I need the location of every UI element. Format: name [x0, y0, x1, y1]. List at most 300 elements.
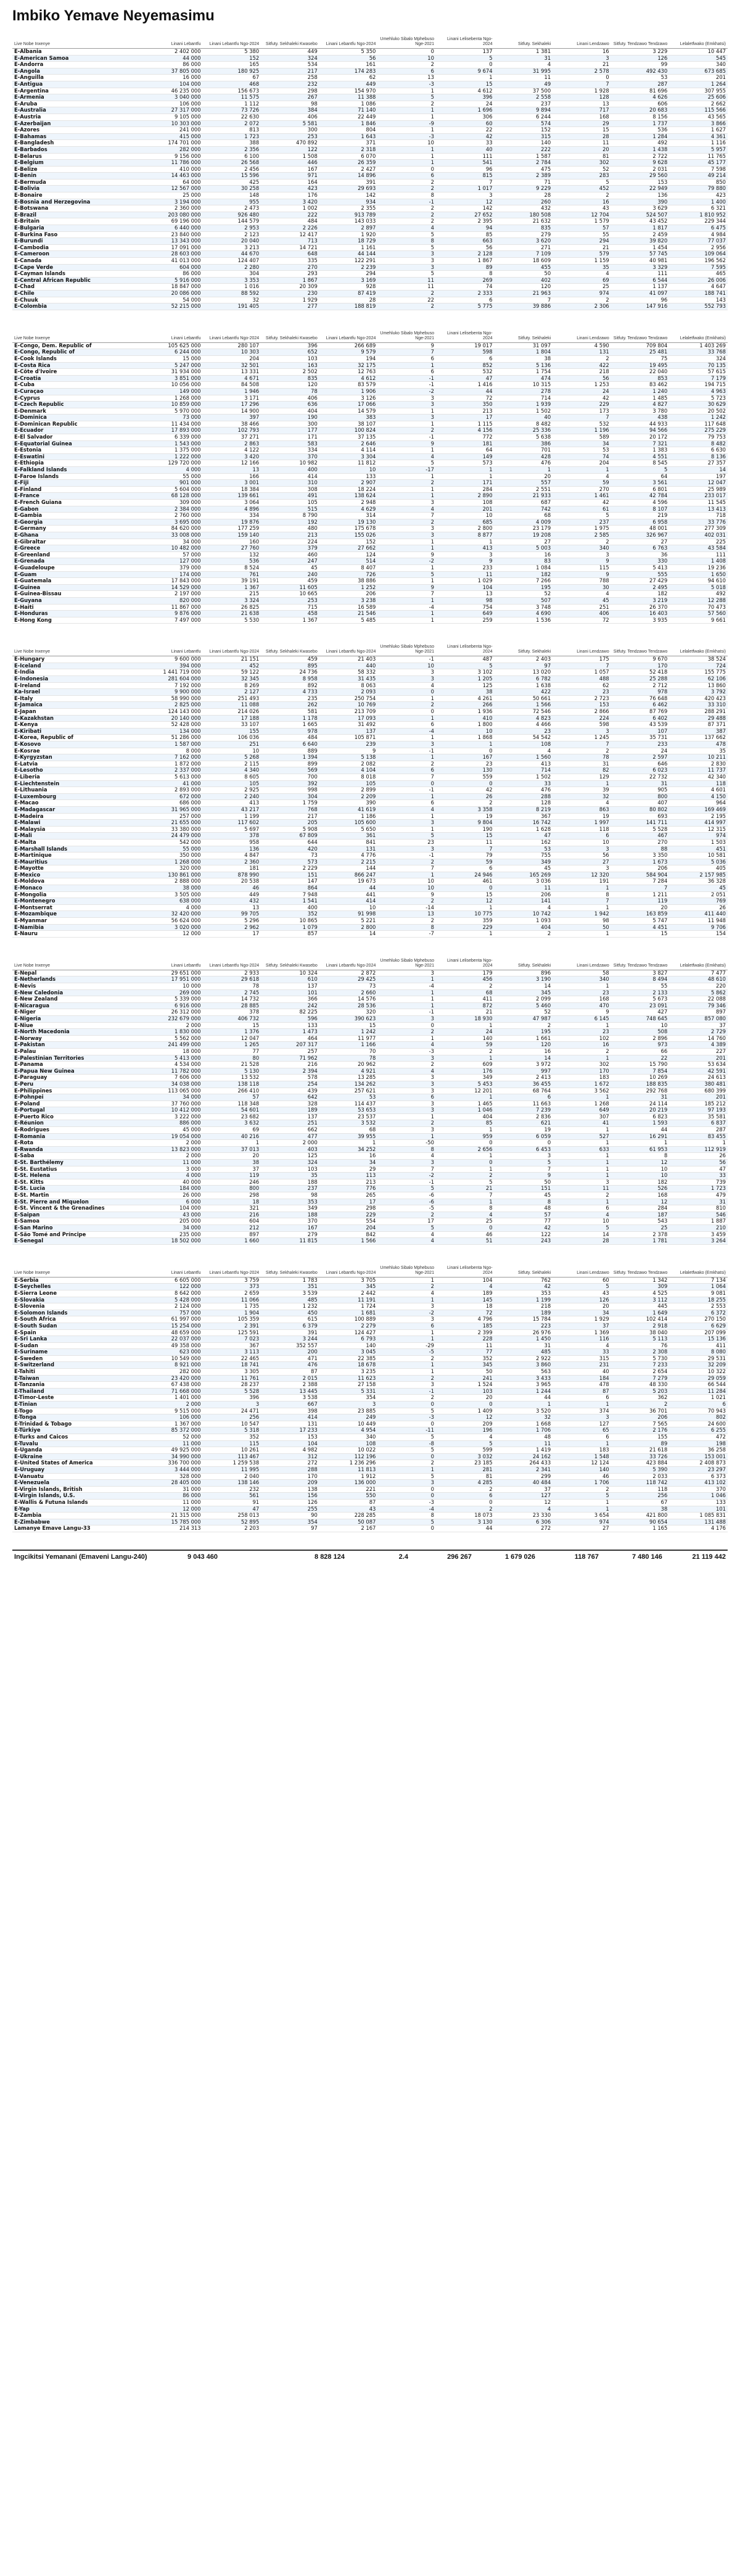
table-cell: 195 [495, 584, 553, 591]
country-name: E-Monaco [12, 885, 144, 892]
table-cell: 315 [553, 1355, 611, 1362]
table-row [12, 1284, 728, 1290]
table-cell: 25 000 [144, 192, 203, 199]
table-cell: 445 [611, 1303, 670, 1310]
table-cell: 48 610 [669, 976, 728, 983]
table-cell: 174 701 000 [144, 140, 203, 147]
table-cell: 96 [611, 297, 670, 303]
table-cell: 4 551 [611, 453, 670, 460]
table-cell: 67 [611, 1499, 670, 1506]
table-cell: 219 [611, 513, 670, 519]
table-cell: 905 [611, 787, 670, 794]
table-cell: 7 109 [495, 251, 553, 258]
table-cell: 16 589 [319, 604, 378, 611]
table-cell: 387 [669, 728, 728, 735]
table-cell: 294 [553, 238, 611, 245]
table-cell: 6 629 [669, 1323, 728, 1329]
table-cell: 1 [553, 1022, 611, 1029]
table-row [12, 290, 728, 297]
table-cell: 39 820 [611, 238, 670, 245]
table-cell: 4 954 [319, 1427, 378, 1434]
table-cell: 195 [495, 1029, 553, 1036]
table-cell: 19 017 [436, 342, 495, 349]
table-cell: 302 [553, 1062, 611, 1068]
table-cell: 3 [377, 1160, 436, 1166]
table-cell: 17 893 000 [144, 427, 203, 434]
table-cell: 1 046 [669, 1493, 728, 1500]
table-cell: 3 [377, 669, 436, 676]
table-cell: 2 [611, 1402, 670, 1408]
table-row [12, 597, 728, 604]
table-cell: 2 760 000 [144, 513, 203, 519]
table-cell: 4 451 [611, 924, 670, 931]
table-cell: 10 581 [669, 852, 728, 859]
country-name: E-Uruguay [12, 1466, 144, 1473]
table-cell: 38 [203, 1160, 261, 1166]
table-cell: 17 066 [319, 402, 378, 408]
table-cell: 4 389 [669, 1042, 728, 1049]
table-cell: 6 [553, 833, 611, 840]
table-cell: 292 768 [611, 1088, 670, 1094]
table-cell: 43 [319, 1506, 378, 1513]
table-row [12, 1369, 728, 1376]
table-cell: 201 [436, 506, 495, 513]
table-cell: 748 645 [611, 1015, 670, 1022]
table-cell: 3 [553, 728, 611, 735]
table-cell: 4 [377, 1068, 436, 1075]
table-cell: 10 [553, 839, 611, 846]
table-cell: 5 [377, 460, 436, 467]
table-cell: 449 [203, 891, 261, 898]
table-cell: 350 000 [144, 852, 203, 859]
table-cell: 491 [261, 493, 319, 500]
table-cell: 113 467 [203, 1453, 261, 1460]
table-cell: 20 502 [669, 408, 728, 415]
column-header: Umehluko Sibalo Mphebuso Nge-2021 [377, 328, 436, 343]
table-cell: 31 492 [319, 722, 378, 729]
table-cell: 62 106 [669, 676, 728, 683]
table-cell: 1 [377, 1336, 436, 1343]
table-cell: 19 [436, 813, 495, 820]
table-cell: 251 [553, 604, 611, 611]
table-row [12, 205, 728, 212]
table-cell: 108 [319, 1440, 378, 1447]
table-cell: 144 579 [203, 218, 261, 225]
table-cell: 10 000 [144, 983, 203, 990]
table-cell: 8 [436, 1205, 495, 1212]
table-cell: 1 196 [553, 427, 611, 434]
table-row [12, 1094, 728, 1101]
table-cell: 1 [377, 1002, 436, 1009]
table-cell: 2 495 [611, 584, 670, 591]
table-cell: 26 [436, 793, 495, 800]
table-cell: 17 091 000 [144, 244, 203, 251]
table-cell: 298 [319, 1205, 378, 1212]
table-row [12, 656, 728, 663]
table-cell: 233 017 [669, 493, 728, 500]
country-name: E-Kazakhstan [12, 715, 144, 722]
table-cell: 7 279 [611, 1375, 670, 1382]
table-cell: 1 084 [495, 564, 553, 571]
table-cell: 2 654 [611, 1369, 670, 1376]
table-cell: 126 [611, 55, 670, 62]
table-cell: 108 [495, 741, 553, 748]
table-cell: 978 [611, 689, 670, 696]
table-cell: 281 604 000 [144, 676, 203, 683]
table-row [12, 369, 728, 376]
table-row [12, 49, 728, 56]
table-cell: 4 [495, 1506, 553, 1513]
country-name: E-Seychelles [12, 1284, 144, 1290]
table-cell: 470 [553, 1002, 611, 1009]
table-cell: 83 462 [611, 382, 670, 389]
table-cell: 140 [495, 140, 553, 147]
table-cell: 7 [377, 774, 436, 780]
table-cell: 354 [261, 1519, 319, 1525]
table-cell: 312 [261, 1453, 319, 1460]
table-cell: 155 026 [319, 532, 378, 539]
table-cell: 19 208 [495, 532, 553, 539]
table-cell: 3 [377, 532, 436, 539]
table-cell: 1 867 [436, 258, 495, 265]
country-name: E-Madeira [12, 813, 144, 820]
table-row [12, 695, 728, 702]
table-cell: 13 343 000 [144, 238, 203, 245]
table-cell: 8 018 [319, 774, 378, 780]
table-cell: 7 321 [611, 440, 670, 447]
country-name: E-Liechtenstein [12, 780, 144, 787]
table-cell: -4 [377, 1506, 436, 1513]
table-cell: 66 544 [669, 1382, 728, 1389]
table-cell: 288 [495, 793, 553, 800]
column-header: Sitfuty. Sekhaleki Kwasebo [261, 955, 319, 970]
table-cell: 7 565 [611, 1421, 670, 1427]
table-cell: 37 805 000 [144, 68, 203, 75]
table-cell: 470 892 [261, 140, 319, 147]
table-cell: 237 [261, 1186, 319, 1192]
table-cell: 50 [436, 1369, 495, 1376]
table-cell: 3 851 000 [144, 375, 203, 382]
table-row [12, 820, 728, 827]
table-cell: 1 810 952 [669, 212, 728, 218]
country-name: E-Kiribati [12, 728, 144, 735]
column-header: Lelaletfwako (Emkhatsi) [669, 1262, 728, 1278]
table-cell: 235 000 [144, 1231, 203, 1238]
table-cell: 31 [495, 1342, 553, 1349]
table-cell: 17 188 [203, 715, 261, 722]
table-row [12, 395, 728, 402]
table-cell: 254 [261, 1081, 319, 1088]
table-cell: 1 [436, 931, 495, 938]
table-cell: 2 729 [669, 1029, 728, 1036]
table-cell: 7 [553, 898, 611, 905]
table-cell: 122 [495, 1231, 553, 1238]
table-cell: 20 683 [611, 107, 670, 114]
table-cell: 5 650 [319, 826, 378, 833]
table-row [12, 114, 728, 120]
table-cell: 1 [377, 362, 436, 369]
table-cell: 83 [495, 558, 553, 565]
table-cell: 21 [436, 1009, 495, 1016]
table-cell: 138 118 [203, 1081, 261, 1088]
table-cell: 33 380 000 [144, 826, 203, 833]
table-cell: 31 [495, 55, 553, 62]
country-name: E-Philippines [12, 1088, 144, 1094]
country-name: E-Kyrgyzstan [12, 754, 144, 761]
table-cell: 10 [319, 904, 378, 911]
table-cell: 2 051 [669, 891, 728, 898]
column-header: Sitfuty. Tendzawo Tendzawo [611, 328, 670, 343]
table-cell: 2 872 [319, 970, 378, 976]
table-cell: 1 593 [611, 1120, 670, 1127]
table-cell: 5 003 [495, 545, 553, 552]
column-header: Sitfuty. Sekhaleki [495, 328, 553, 343]
table-cell: 82 [553, 767, 611, 774]
table-cell: 96 [436, 166, 495, 173]
table-row [12, 1355, 728, 1362]
table-cell: 2 [553, 355, 611, 362]
table-cell: 739 [669, 1179, 728, 1186]
table-cell: 26 370 [611, 604, 670, 611]
table-cell: 17 843 000 [144, 578, 203, 585]
table-cell: 24 479 000 [144, 833, 203, 840]
table-cell: 52 000 [144, 1434, 203, 1441]
table-cell: 1 461 [553, 493, 611, 500]
table-cell: 718 [669, 513, 728, 519]
table-cell: 1 [553, 1440, 611, 1447]
table-cell: 810 [669, 1205, 728, 1212]
table-cell: 5 453 [436, 1081, 495, 1088]
table-cell: 2 [377, 761, 436, 767]
table-cell: 3 045 [319, 1349, 378, 1356]
table-cell: 170 [553, 1068, 611, 1075]
table-cell: 460 [261, 551, 319, 558]
table-cell: 6 023 [611, 767, 670, 774]
table-cell: 90 654 [611, 1519, 670, 1525]
table-cell: 2 456 [203, 166, 261, 173]
table-cell: 3 [377, 1107, 436, 1114]
table-cell: 3 [377, 1081, 436, 1088]
table-cell: 37 [495, 1486, 553, 1493]
table-cell: 100 889 [319, 1316, 378, 1323]
table-cell: 4 647 [669, 284, 728, 291]
table-cell: 15 790 [611, 1062, 670, 1068]
column-header: Linani Lebantfu Ngo-2024 [203, 328, 261, 343]
table-cell: 21 655 000 [144, 820, 203, 827]
table-cell: 12 000 [144, 931, 203, 938]
table-cell: 16 291 [611, 1133, 670, 1140]
table-cell: 422 [553, 362, 611, 369]
total-table [12, 1550, 728, 1563]
table-cell: 103 [261, 355, 319, 362]
table-cell: -1 [377, 1009, 436, 1016]
table-cell: 204 [553, 460, 611, 467]
column-header: Linani Lebantfu Ngo-2024 [319, 955, 378, 970]
table-cell: 22 449 [319, 114, 378, 120]
country-name: E-Yap [12, 1506, 144, 1513]
table-cell: 687 [495, 500, 553, 506]
table-cell: 5 862 [669, 989, 728, 996]
table-cell: 282 000 [144, 146, 203, 153]
country-name: E-Faroe Islands [12, 473, 144, 480]
table-cell: 6 373 [669, 1473, 728, 1480]
table-cell: 87 371 [669, 722, 728, 729]
table-cell: 21 528 [203, 1062, 261, 1068]
table-cell: 170 [611, 663, 670, 669]
country-name: E-Bahamas [12, 133, 144, 140]
table-cell: 1 [377, 486, 436, 493]
table-cell: 77 [436, 1349, 495, 1356]
table-cell: 2 031 [611, 166, 670, 173]
table-cell: 13 [436, 591, 495, 598]
table-cell: 5 339 000 [144, 996, 203, 1003]
table-cell: 5 638 [495, 434, 553, 441]
table-cell: 471 [261, 1355, 319, 1362]
table-cell: 255 [261, 1506, 319, 1513]
table-cell: 228 285 [319, 1513, 378, 1519]
column-header: Sitfuty. Tendzawo Tendzawo [611, 955, 670, 970]
table-cell: 6 793 [319, 1336, 378, 1343]
table-cell: 54 542 [495, 735, 553, 741]
country-name: E-Montserrat [12, 904, 144, 911]
table-cell: 2 099 [495, 996, 553, 1003]
table-cell: 21 315 000 [144, 1513, 203, 1519]
country-name: E-Paraguay [12, 1075, 144, 1081]
table-cell: 265 [319, 1192, 378, 1199]
table-cell: 14 463 000 [144, 173, 203, 180]
table-cell: 5 350 [319, 49, 378, 56]
table-row [12, 1166, 728, 1173]
table-cell: 12 288 [669, 597, 728, 604]
table-row [12, 806, 728, 813]
table-cell: 584 904 [611, 872, 670, 878]
table-cell: 288 [261, 1466, 319, 1473]
table-cell: 1 [436, 1199, 495, 1205]
table-cell: 11 782 000 [144, 1068, 203, 1075]
column-header: Sitfuty. Sekhaleki [495, 33, 553, 49]
table-cell: 30 258 [203, 186, 261, 192]
table-cell: 1 [319, 1140, 378, 1147]
table-cell: 52 [495, 1009, 553, 1016]
table-cell: 149 000 [144, 388, 203, 395]
table-cell: 3 [377, 251, 436, 258]
table-cell: 485 [495, 1349, 553, 1356]
table-cell: 1 643 [319, 133, 378, 140]
table-cell: 182 [611, 1179, 670, 1186]
table-cell: 302 [553, 160, 611, 167]
table-cell: 1 [377, 976, 436, 983]
table-cell: 5 018 [669, 584, 728, 591]
country-table [12, 955, 728, 1245]
table-row [12, 1140, 728, 1147]
table-cell: 3 433 [495, 1375, 553, 1382]
total-cell: 296 267 [410, 1550, 474, 1563]
table-row [12, 140, 728, 147]
table-cell: 5 296 [203, 918, 261, 925]
table-cell: 222 [261, 212, 319, 218]
table-cell: 223 [495, 1323, 553, 1329]
table-row [12, 1179, 728, 1186]
page-title: Imbiko Yemave Neyemasimu [12, 7, 215, 24]
table-cell: 164 [261, 179, 319, 186]
table-cell: 79 880 [669, 186, 728, 192]
table-row [12, 1100, 728, 1107]
table-cell: 20 [611, 904, 670, 911]
table-cell: 183 [553, 1447, 611, 1454]
table-cell: 6 [377, 173, 436, 180]
table-cell: 8 482 [495, 421, 553, 427]
table-cell: 334 [261, 447, 319, 454]
table-cell: 34 038 000 [144, 1081, 203, 1088]
table-cell: 9 670 [611, 656, 670, 663]
country-name: E-Kosovo [12, 741, 144, 748]
table-cell: 4 [377, 806, 436, 813]
table-cell: 959 [436, 1133, 495, 1140]
table-cell: 6 763 [611, 545, 670, 552]
table-cell: 1 661 [495, 1035, 553, 1042]
table-cell: 4 [436, 1212, 495, 1218]
table-cell: 4 796 [436, 1316, 495, 1323]
table-cell: 1 [377, 597, 436, 604]
table-row [12, 1029, 728, 1036]
table-cell: 488 [553, 676, 611, 683]
table-cell: 1 508 [261, 153, 319, 160]
table-cell: 3 [436, 551, 495, 558]
table-cell: 42 [495, 1224, 553, 1231]
table-cell: 3 350 [611, 852, 670, 859]
table-cell: 2 893 000 [144, 787, 203, 794]
country-name: E-Senegal [12, 1238, 144, 1245]
table-cell: -5 [377, 1349, 436, 1356]
table-cell: 2 [553, 1486, 611, 1493]
table-cell: 402 [495, 277, 553, 284]
table-row [12, 1434, 728, 1441]
table-cell: 23 420 000 [144, 1375, 203, 1382]
column-header: Sitfuty. Tendzawo Tendzawo [611, 33, 670, 49]
country-name: E-Indonesia [12, 676, 144, 683]
table-cell: 7 266 [495, 578, 553, 585]
table-cell: 6 [377, 355, 436, 362]
table-cell: 1 800 [436, 722, 495, 729]
table-cell: 70 135 [669, 362, 728, 369]
table-cell: 423 884 [611, 1460, 670, 1467]
table-cell: 8 494 [611, 976, 670, 983]
table-cell: 2 578 [553, 68, 611, 75]
table-cell: 441 [319, 891, 378, 898]
table-cell: 3 304 [319, 453, 378, 460]
table-cell: 2 394 [261, 1068, 319, 1075]
country-name: E-Lesotho [12, 767, 144, 774]
table-cell: 1 438 [611, 146, 670, 153]
table-cell: 1 [377, 617, 436, 624]
table-cell: 604 [203, 1218, 261, 1225]
table-cell: 414 [261, 1414, 319, 1421]
table-cell: 53 [611, 75, 670, 81]
table-cell: 802 [669, 1414, 728, 1421]
table-row [12, 1382, 728, 1389]
table-cell: 5 [553, 179, 611, 186]
table-cell: 6 [495, 1094, 553, 1101]
country-name: E-Cape Verde [12, 264, 144, 271]
table-row [12, 402, 728, 408]
table-cell: 446 [261, 160, 319, 167]
table-cell: -8 [377, 1440, 436, 1447]
table-cell: 102 414 [611, 1316, 670, 1323]
table-cell: 61 953 [611, 1146, 670, 1153]
table-cell: 207 099 [669, 1329, 728, 1336]
table-cell: 2 399 [436, 1329, 495, 1336]
table-cell: 5 697 [203, 826, 261, 833]
